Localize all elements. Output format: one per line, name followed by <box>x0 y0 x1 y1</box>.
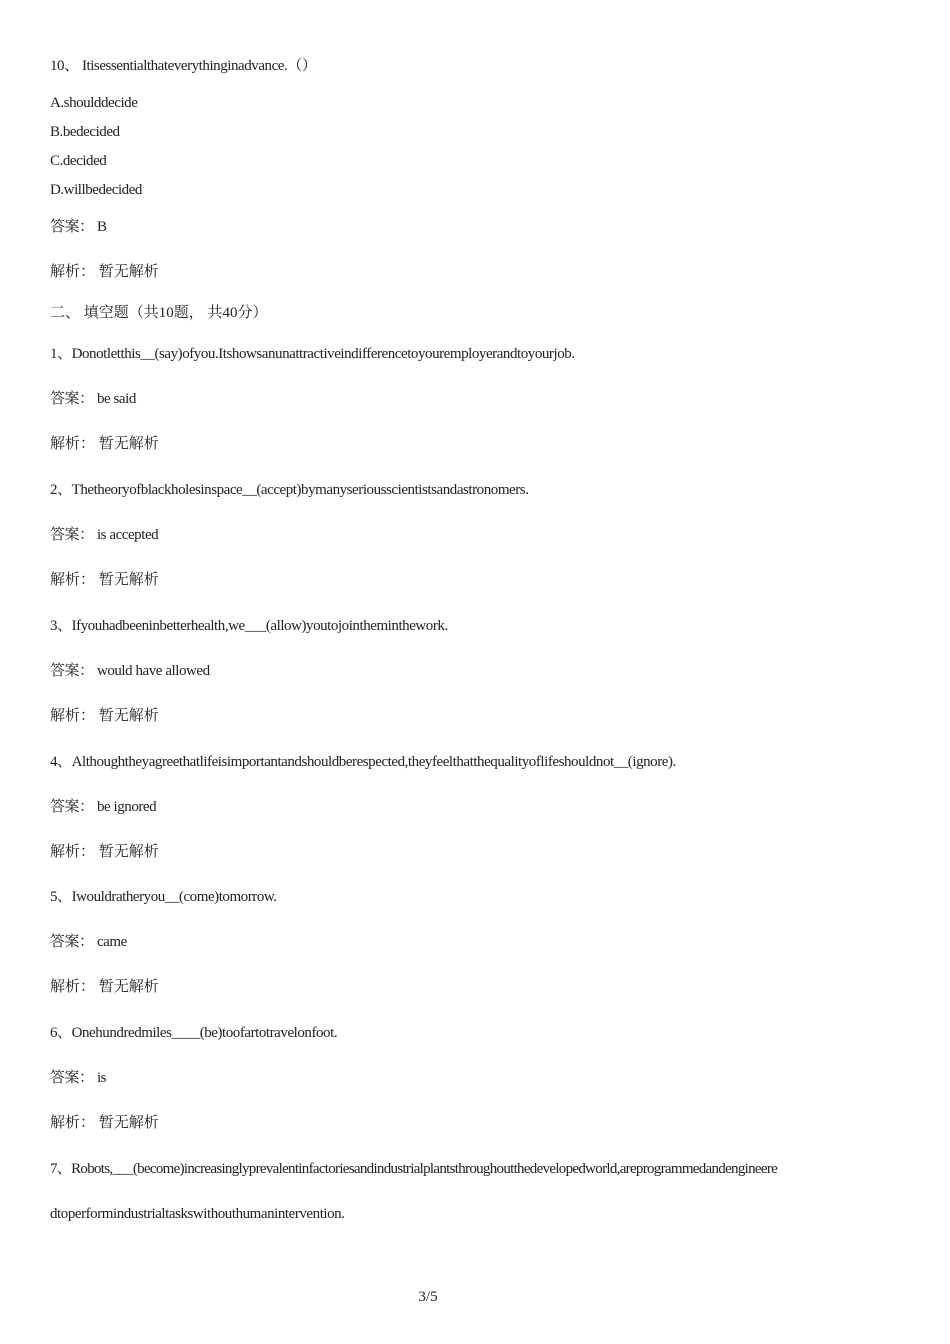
fill-answer-4: 答案： be ignored <box>50 799 157 815</box>
fill-question-7-line-2: dtoperformindustrialtaskswithouthumanintervention. <box>50 1206 345 1222</box>
fill-analysis-2: 解析： 暂无解析 <box>50 572 159 588</box>
option-a: A.shoulddecide <box>50 95 138 111</box>
question-10-text: 10、 Itisessentialthateverythinginadvance.（） <box>50 58 317 74</box>
fill-question-1: 1、Donotletthis__(say)ofyou.Itshowsanunattractiveindifferencetoyouremployerandtoyourjob. <box>50 346 575 362</box>
fill-question-4: 4、Althoughtheyagreethatlifeisimportantandshouldberespected,theyfeelthatthequalityoflifeshouldnot__(ignore). <box>50 754 676 770</box>
analysis-10: 解析： 暂无解析 <box>50 264 159 280</box>
fill-analysis-5: 解析： 暂无解析 <box>50 979 159 995</box>
fill-answer-1: 答案： be said <box>50 391 136 407</box>
fill-question-6: 6、Onehundredmiles____(be)toofartotravelonfoot. <box>50 1025 338 1041</box>
fill-question-2: 2、Thetheoryofblackholesinspace__(accept)bymanyseriousscientistsandastronomers. <box>50 482 529 498</box>
answer-10: 答案： B <box>50 219 107 235</box>
fill-question-3: 3、Ifyouhadbeeninbetterhealth,we___(allow)youtojointheminthework. <box>50 618 448 634</box>
fill-analysis-3: 解析： 暂无解析 <box>50 708 159 724</box>
fill-answer-3: 答案： would have allowed <box>50 663 210 679</box>
fill-analysis-4: 解析： 暂无解析 <box>50 844 159 860</box>
page-number: 3/5 <box>418 1289 438 1305</box>
option-c: C.decided <box>50 153 107 169</box>
fill-answer-2: 答案： is accepted <box>50 527 159 543</box>
fill-answer-5: 答案： came <box>50 934 127 950</box>
fill-answer-6: 答案： is <box>50 1070 107 1086</box>
fill-analysis-1: 解析： 暂无解析 <box>50 436 159 452</box>
fill-question-7-line-1: 7、Robots,___(become)increasinglyprevalentinfactoriesandindustrialplantsthroughoutthedevelopedworld,areprogrammedandengineere <box>50 1161 778 1177</box>
option-d: D.willbedecided <box>50 182 142 198</box>
fill-question-5: 5、Iwouldratheryou__(come)tomorrow. <box>50 889 277 905</box>
fill-analysis-6: 解析： 暂无解析 <box>50 1115 159 1131</box>
option-b: B.bedecided <box>50 124 120 140</box>
section-header-fill-in: 二、 填空题（共10题， 共40分） <box>50 305 268 321</box>
